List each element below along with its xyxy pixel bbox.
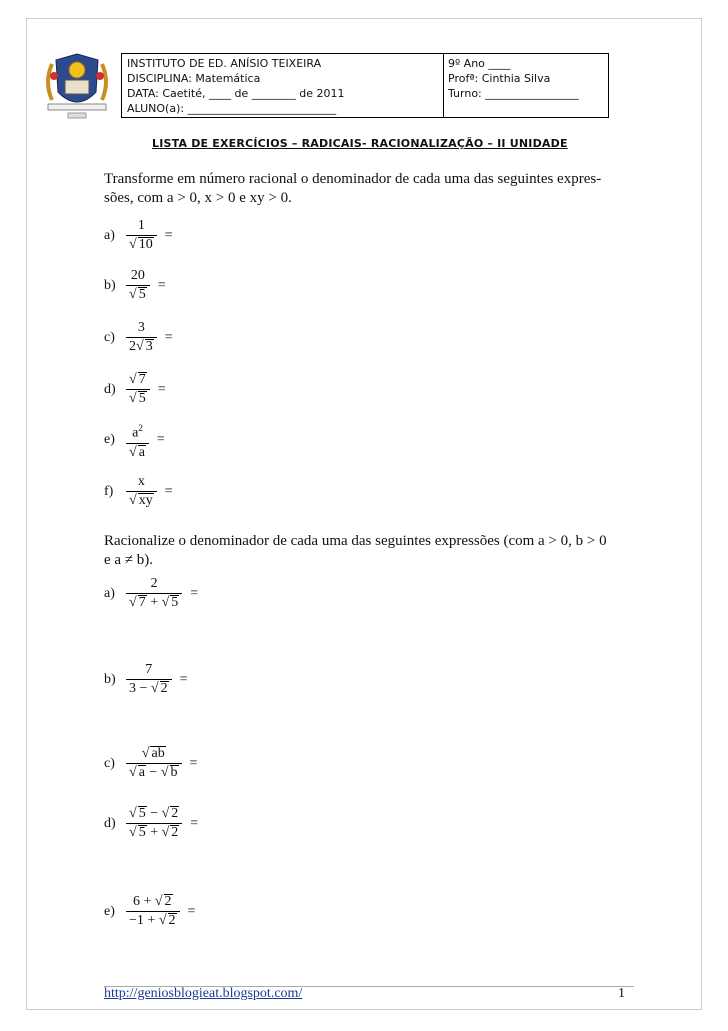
fraction: $\frac{1}{√ 10}$ bbox=[126, 218, 157, 253]
school-name: INSTITUTO DE ED. ANÍSIO TEIXEIRA bbox=[127, 57, 322, 70]
radical-sign: √ bbox=[129, 237, 137, 252]
date-line: DATA: Caetité, ____ de ________ de 2011 bbox=[127, 87, 345, 100]
exercise-1c: c) $\frac{3}{2√ 3}$ = bbox=[104, 320, 173, 354]
page-number: 1 bbox=[618, 986, 625, 1001]
fraction: $\frac{√ 7}{√ 5}$ bbox=[126, 372, 150, 407]
fraction: $\frac{√ 5 - √ 2}{√ 5 + √ 2}$ bbox=[126, 806, 182, 841]
exercise-2a: a) $\frac{2}{√ 7 + √ 5}$ = bbox=[104, 576, 199, 610]
shift-line: Turno: _________________ bbox=[448, 87, 579, 100]
fraction: $\frac{7}{3 - √ 2}$ bbox=[126, 662, 172, 697]
footer-link[interactable]: http://geniosblogieat.blogspot.com/ bbox=[104, 986, 303, 1001]
fraction: $\frac{2}{√ 7 + √ 5}$ bbox=[126, 576, 182, 611]
document-page bbox=[26, 18, 702, 1010]
fraction: $\frac{6 + √ 2}{-1 + √ 2}$ bbox=[126, 894, 180, 929]
header-info-box bbox=[121, 53, 609, 118]
school-crest-logo bbox=[38, 52, 116, 124]
fraction: $\frac{√ ab}{√ a - √ b}$ bbox=[126, 746, 182, 781]
exercise-2c: c) $\frac{√ ab}{√ a - √ b}$ = bbox=[104, 746, 198, 780]
section1-intro: Transforme em número racional o denominador de cada uma das seguintes expres- sões, com a > 0, x > 0 e xy > 0. bbox=[104, 171, 602, 206]
exercise-1e: e) $\frac{a^2}{√ a}$ = bbox=[104, 420, 165, 461]
exercise-1d: d) $\frac{√ 7}{√ 5}$ = bbox=[104, 372, 166, 406]
grade-line: 9º Ano ____ bbox=[448, 57, 511, 70]
header-right-column bbox=[444, 54, 608, 119]
exercise-1b: b) $\frac{20}{√ 5}$ = bbox=[104, 268, 166, 302]
header-left-column bbox=[122, 54, 444, 117]
student-line: ALUNO(a): ___________________________ bbox=[127, 102, 337, 115]
exercise-1a: a) $\frac{1}{√ 10}$ = bbox=[104, 218, 173, 252]
exercise-2e: e) $\frac{6 + √ 2}{-1 + √ 2}$ = bbox=[104, 894, 196, 928]
page-title: LISTA DE EXERCÍCIOS – RADICAIS- RACIONALIZAÇÃO – II UNIDADE bbox=[152, 137, 568, 150]
exercise-2b: b) $\frac{7}{3 - √ 2}$ = bbox=[104, 662, 188, 696]
exercise-1f: f) $\frac{x}{√ xy}$ = bbox=[104, 474, 173, 508]
subject-line: DISCIPLINA: Matemática bbox=[127, 72, 261, 85]
fraction: $\frac{3}{2√ 3}$ bbox=[126, 320, 157, 355]
fraction: $\frac{a^2}{√ a}$ bbox=[126, 420, 149, 461]
section2-intro: Racionalize o denominador de cada uma das seguintes expressões (com a > 0, b > 0 e a ≠ b). bbox=[104, 533, 607, 568]
teacher-line: Profª: Cinthia Silva bbox=[448, 72, 551, 85]
exercise-2d: d) $\frac{√ 5 - √ 2}{√ 5 + √ 2}$ = bbox=[104, 806, 199, 840]
fraction: $\frac{x}{√ xy}$ bbox=[126, 474, 157, 509]
fraction: $\frac{20}{√ 5}$ bbox=[126, 268, 150, 303]
